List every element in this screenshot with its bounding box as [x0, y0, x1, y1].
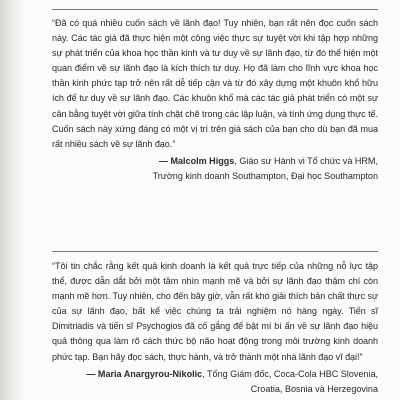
- endorsement-quote: [52, 259, 378, 397]
- middle-divider: [52, 251, 378, 252]
- author-role: , Giáo sư Hành vi Tổ chức và HRM,: [234, 155, 378, 166]
- author-affiliation: Croatia, Bosnia và Herzegovina: [250, 383, 378, 394]
- endorsement-quote: [52, 16, 378, 184]
- author-name: — Malcolm Higgs: [158, 155, 235, 166]
- attribution-line-1: [52, 154, 378, 169]
- quote-text: “Tôi tin chắc rằng kết quả kinh doanh là kết quả trực tiếp của những nỗ lực tập thể, được dẫn dắt bởi một tầm nhìn mạnh mẽ và bởi sự lãnh đạo thậm chí còn mạnh mẽ hơn. Tuy nhiên, cho đến bây giờ, vẫn rất khó giải thích bản chất thực sự của sự lãnh đạo, bất kể việc chúng ta trải nghiệm nó hàng ngày. Tiến sĩ Dimitriadis và tiến sĩ Psychogios đã cố gắng để bật mí bí ẩn về sự lãnh đạo hiệu quả thông qua làm rõ cách thức bộ não hoạt động trong môi trường kinh doanh phức tạp. Bạn hãy đọc sách, thực hành, và trở thành một nhà lãnh đạo vĩ đại!”: [52, 261, 378, 362]
- page-binding-shadow: [0, 0, 26, 400]
- quote-attribution: [52, 367, 378, 397]
- quote-text: “Đã có quá nhiều cuốn sách về lãnh đạo! Tuy nhiên, bạn rất nên đọc cuốn sách này. Các tác giả đã thực hiện một công việc thực sự tuyệt vời khi tập hợp những sự phát triển của khoa học thần kinh và tư duy về sự lãnh đạo, từ đó thể hiện một quan điểm về sự lãnh đạo là kích thích tư duy. Họ đã làm cho lĩnh vực khoa học thần kinh phức tạp trở nên rất dễ tiếp cận và từ đó xây dựng một khuôn khổ hữu ích để tư duy về sự lãnh đạo. Các khuôn khổ mà các tác giả phát triển có một sự cân bằng tuyệt vời giữa tính chặt chẽ trong các lập luận, và tính ứng dụng thực tế. Cuốn sách này xứng đáng có một vị trí trên giá sách của bạn cho dù bạn đã mua rất nhiều sách về sự lãnh đạo.”: [52, 18, 378, 149]
- author-name: — Maria Anargyrou-Nikolic: [86, 368, 203, 379]
- attribution-line-1: [52, 367, 378, 382]
- quote-attribution: [52, 154, 378, 184]
- author-affiliation: Trường kinh doanh Southampton, Đại học Southampton: [152, 170, 378, 181]
- top-divider: [52, 9, 378, 10]
- author-role: , Tổng Giám đốc, Coca-Cola HBC Slovenia,: [202, 368, 378, 379]
